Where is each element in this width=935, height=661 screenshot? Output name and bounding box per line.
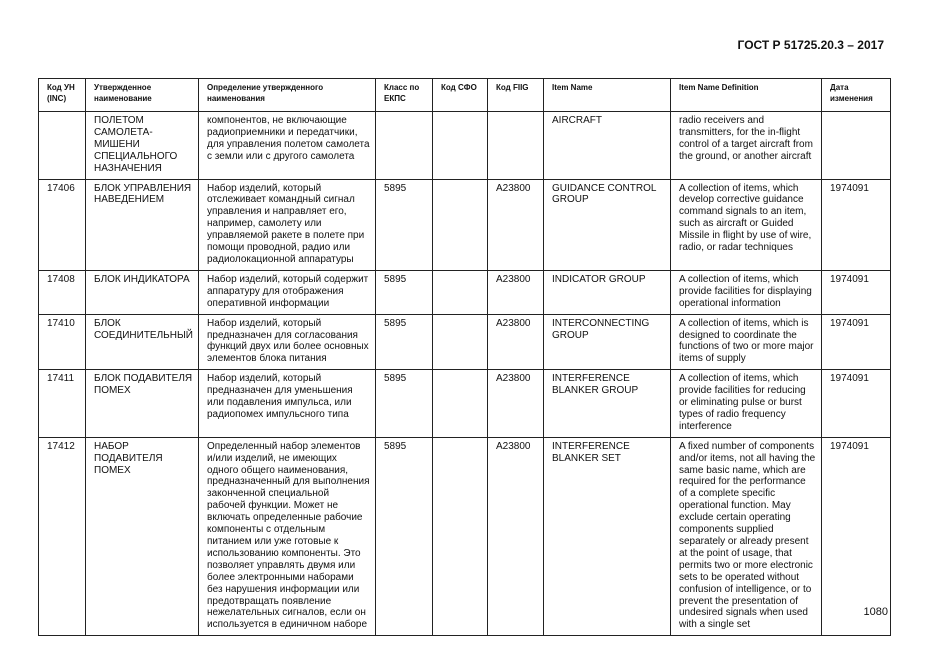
- cell-item-definition: A collection of items, which provide facilities for displaying operational information: [671, 270, 822, 314]
- cell-code: 17411: [39, 370, 86, 438]
- cell-fiig: A23800: [488, 179, 544, 270]
- table-row: [39, 179, 891, 270]
- col-header-class: Класс по ЕКПС: [376, 79, 433, 112]
- cell-class: 5895: [376, 370, 433, 438]
- table-row: [39, 437, 891, 636]
- cell-sfo: [433, 112, 488, 180]
- cell-name: БЛОК ИНДИКАТОРА: [86, 270, 199, 314]
- col-header-name: Утвержденное наименование: [86, 79, 199, 112]
- cell-date: 1974091: [822, 179, 891, 270]
- table-row: [39, 270, 891, 314]
- table-row: [39, 370, 891, 438]
- cell-fiig: A23800: [488, 437, 544, 636]
- cell-definition: компонентов, не включающие радиоприемники и передатчики, для управления полетом самолета с земли или с другого самолета: [199, 112, 376, 180]
- col-header-item-name: Item Name: [544, 79, 671, 112]
- cell-sfo: [433, 314, 488, 370]
- col-header-code: Код УН (INC): [39, 79, 86, 112]
- cell-name: БЛОК СОЕДИНИТЕЛЬНЫЙ: [86, 314, 199, 370]
- cell-definition: Набор изделий, который содержит аппаратуру для отображения оперативной информации: [199, 270, 376, 314]
- cell-item-name: INTERCONNECTING GROUP: [544, 314, 671, 370]
- cell-definition: Набор изделий, который предназначен для уменьшения или подавления импульса, или радиопомех импульсного типа: [199, 370, 376, 438]
- cell-sfo: [433, 370, 488, 438]
- cell-name: НАБОР ПОДАВИТЕЛЯ ПОМЕХ: [86, 437, 199, 636]
- cell-item-name: INTERFERENCE BLANKER GROUP: [544, 370, 671, 438]
- col-header-definition: Определение утвержденного наименования: [199, 79, 376, 112]
- cell-definition: Набор изделий, который предназначен для согласования функций двух или более основных элементов блока питания: [199, 314, 376, 370]
- cell-name: ПОЛЕТОМ САМОЛЕТА-МИШЕНИ СПЕЦИАЛЬНОГО НАЗНАЧЕНИЯ: [86, 112, 199, 180]
- cell-date: 1974091: [822, 370, 891, 438]
- cell-name: БЛОК УПРАВЛЕНИЯ НАВЕДЕНИЕМ: [86, 179, 199, 270]
- cell-date: [822, 112, 891, 180]
- col-header-date: Дата изменения: [822, 79, 891, 112]
- cell-item-definition: A collection of items, which is designed to coordinate the functions of two or more major items of supply: [671, 314, 822, 370]
- cell-date: 1974091: [822, 314, 891, 370]
- cell-code: 17410: [39, 314, 86, 370]
- cell-sfo: [433, 437, 488, 636]
- cell-item-name: INTERFERENCE BLANKER SET: [544, 437, 671, 636]
- cell-code: 17412: [39, 437, 86, 636]
- cell-class: 5895: [376, 270, 433, 314]
- cell-name: БЛОК ПОДАВИТЕЛЯ ПОМЕХ: [86, 370, 199, 438]
- cell-item-definition: A collection of items, which develop corrective guidance command signals to an item, such as aircraft or Guided Missile in flight by use of wire, radio, or radar techniques: [671, 179, 822, 270]
- cell-sfo: [433, 270, 488, 314]
- document-header: ГОСТ Р 51725.20.3 – 2017: [737, 38, 884, 52]
- cell-date: 1974091: [822, 270, 891, 314]
- cell-sfo: [433, 179, 488, 270]
- cell-code: [39, 112, 86, 180]
- cell-item-name: INDICATOR GROUP: [544, 270, 671, 314]
- cell-code: 17406: [39, 179, 86, 270]
- cell-fiig: A23800: [488, 314, 544, 370]
- cell-fiig: A23800: [488, 270, 544, 314]
- table-row: [39, 314, 891, 370]
- table-header-row: [39, 79, 891, 112]
- cell-class: 5895: [376, 437, 433, 636]
- cell-item-definition: A collection of items, which provide facilities for reducing or eliminating pulse or burst types of radio frequency interference: [671, 370, 822, 438]
- cell-class: [376, 112, 433, 180]
- cell-item-name: AIRCRAFT: [544, 112, 671, 180]
- cell-item-definition: radio receivers and transmitters, for the in-flight control of a target aircraft from the ground, or another aircraft: [671, 112, 822, 180]
- cell-class: 5895: [376, 179, 433, 270]
- cell-code: 17408: [39, 270, 86, 314]
- col-header-item-definition: Item Name Definition: [671, 79, 822, 112]
- table-row: [39, 112, 891, 180]
- cell-item-name: GUIDANCE CONTROL GROUP: [544, 179, 671, 270]
- cell-class: 5895: [376, 314, 433, 370]
- col-header-fiig: Код FIIG: [488, 79, 544, 112]
- col-header-sfo: Код СФО: [433, 79, 488, 112]
- page-number: 1080: [863, 606, 888, 618]
- cell-definition: Определенный набор элементов и/или изделий, не имеющих одного общего наименования, предназначенный для выполнения законченной специальной рабочей функции. Может не включать определенные рабочие компоненты с отдельным питанием или уже готовые к использованию компоненты. Это позволяет управлять двумя или более электронными наборами без нарушения информации или предотвращать появление нежелательных сигналов, если он используется в единичном наборе: [199, 437, 376, 636]
- cell-definition: Набор изделий, который отслеживает командный сигнал управления и направляет его, например, самолету или управляемой ракете в полете при помощи проводной, радио или радиолокационной аппаратуры: [199, 179, 376, 270]
- catalog-table: [38, 78, 891, 636]
- cell-date: 1974091: [822, 437, 891, 636]
- cell-fiig: [488, 112, 544, 180]
- cell-fiig: A23800: [488, 370, 544, 438]
- cell-item-definition: A fixed number of components and/or items, not all having the same basic name, which are required for the performance of a complete specific operational function. May exclude certain operating components supplied separately or already present at the point of usage, that permits two or more electronic sets to be operated without confusion of intelligence, or to prevent the presentation of undesired signals when used with a single set: [671, 437, 822, 636]
